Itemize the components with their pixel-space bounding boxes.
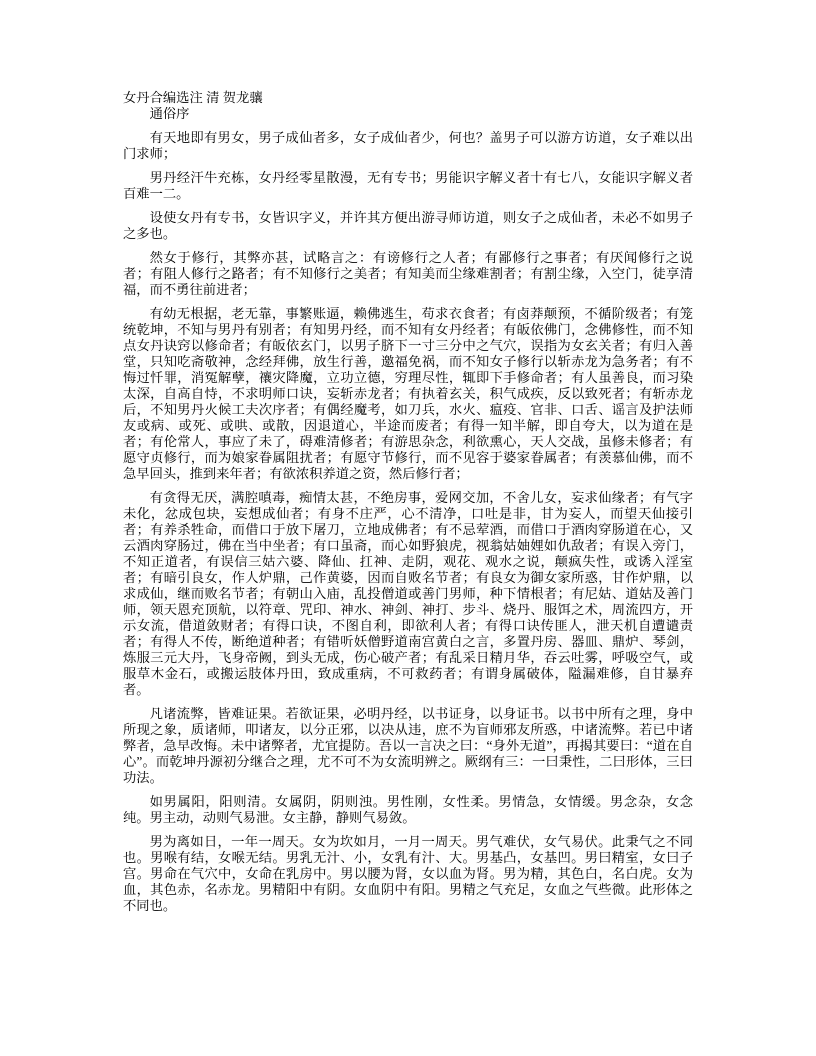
paragraph: 有贪得无厌，满腔嗔毒，痴情太甚，不绝房事，爱网交加，不舍儿女，妄求仙缘者；有气字未化，忿成包块，妄想成仙者；有身不庄严，心不清净，口吐是非，甘为妄人，而望天仙接引者；有养杀牲命，而借口于放下屠刀，立地成佛者；有不忌荤酒，而借口于酒肉穿肠道在心，又云酒肉穿肠过，佛在当中坐者；有口虽斋，而心如野狼虎，视翁姑妯娌如仇敌者；有误入旁门，不知正道者，有误信三姑六婆、降仙、扛神、走阴，观花、观水之说，颠疯失性，或诱入淫室者；有暗引良女，作人炉鼎，己作黄婆，因而自败名节者；有良女为御女家所惑，甘作炉鼎，以求成仙，继而败名节者；有朝山入庙，乱投僧道或善门男师，种下情根者；有尼姑、道姑及善门师，领天恩充顶航，以符章、咒印、神水、神剑、神打、步斗、烧丹、服饵之术，周流四方，开示女流，借道敛财者；有得口诀，不图自利，即欲利人者；有得口诀传匪人，泄天机自遭谴责者；有得人不传，断绝道种者；有错听妖僧野道南宫黄白之言，多置丹房、器皿、鼎炉、琴剑，炼服三元大丹，飞身帝阙，到头无成，伤心破产者；有乱采日精月华，吞云吐雾，呼吸空气，或服草木金石，或搬运肢体丹田，致成重病，不可救药者；有谓身属破体，隘漏难修，自甘暴弃者。	[123, 490, 693, 697]
paragraph: 男为离如日，一年一周天。女为坎如月，一月一周天。男气难伏，女气易伏。此秉气之不同也。男喉有结，女喉无结。男乳无汁、小，女乳有汁、大。男基凸，女基凹。男曰精室，女曰子宫。男命在气穴中，女命在乳房中。男以腰为肾，女以血为肾。男为精，其色白，名白虎。女为血，其色赤，名赤龙。男精阳中有阴。女血阴中有阳。男精之气充足，女血之气些微。此形体之不同也。	[123, 834, 693, 913]
paragraph: 设使女丹有专书，女皆识字义，并许其方便出游寻师访道，则女子之成仙者，未必不如男子之多也。	[123, 210, 693, 241]
paragraph: 如男属阳，阳则清。女属阴，阴则浊。男性刚，女性柔。男情急，女情缓。男念杂，女念纯。男主动，动则气易泄。女主静，静则气易敛。	[123, 794, 693, 825]
section-heading: 通俗序	[149, 106, 190, 121]
paragraph: 然女于修行，其弊亦甚，试略言之：有谤修行之人者；有鄙修行之事者；有厌闻修行之说者；有阻人修行之路者；有不知修行之美者；有知美而尘缘难割者；有割尘缘，入空门，徒享清福，而不勇往前进者；	[123, 250, 693, 297]
paragraph: 有幼无根据，老无靠，事繁账逼，赖佛逃生，苟求衣食者；有卤莽颠预，不循阶级者；有笼统乾坤，不知与男丹有别者；有知男丹经，而不知有女丹经者；有皈依佛门，念佛修性，而不知点女丹诀窍以修命者；有皈依玄门，以男子脐下一寸三分中之气穴，误指为女玄关者；有归入善堂，只知吃斋敬神，念经拜佛，放生行善，邀福免祸，而不知女子修行以斩赤龙为急务者；有不悔过忏罪，消冤解孽，禳灾降魔，立功立德，穷理尽性，辄即下手修命者；有人虽善良，而习染太深，自高自恃，不求明师口诀，妄斩赤龙者；有执着玄关，积气成疾，反以致死者；有斩赤龙后，不知男丹火候工夫次序者；有偶经魔考，如刀兵，水火、瘟疫、官非、口舌、谣言及护法师友或病、或死、或哄、或散，因退道心，半途而废者；有得一知半解，即自夸大，以为道在是者；有伦常人，事应了未了，碍难清修者；有游思杂念，利欲熏心，天人交战，虽修未修者；有愿守贞修行，而为娘家眷属阻扰者；有愿守节修行，而不见容于婆家眷属者；有羡慕仙佛，而不急早回头，推到来年者；有欲浓积养道之资，然后修行者；	[123, 306, 693, 481]
paragraph: 男丹经汗牛充栋，女丹经零星散漫，无有专书；男能识字解义者十有七八，女能识字解义者百难一二。	[123, 170, 693, 201]
document-title: 女丹合编选注 清 贺龙骧	[123, 90, 263, 105]
paragraph: 有天地即有男女，男子成仙者多，女子成仙者少，何也？盖男子可以游方访道，女子难以出门求师；	[123, 130, 693, 161]
paragraph: 凡诸流弊，皆难证果。若欲证果，必明丹经，以书证身，以身证书。以书中所有之理，身中所现之象，质诸师，叩诸友，以分正邪，以决从违，庶不为盲师邪友所惑，中诸流弊。若已中诸弊者，急早改悔。未中诸弊者，尤宜提防。吾以一言决之曰：“身外无道”，再揭其要曰：“道在自心”。而乾坤丹源初分继合之理，尤不可不为女流明辨之。厥纲有三：一曰秉性，二曰形体，三曰功法。	[123, 706, 693, 785]
